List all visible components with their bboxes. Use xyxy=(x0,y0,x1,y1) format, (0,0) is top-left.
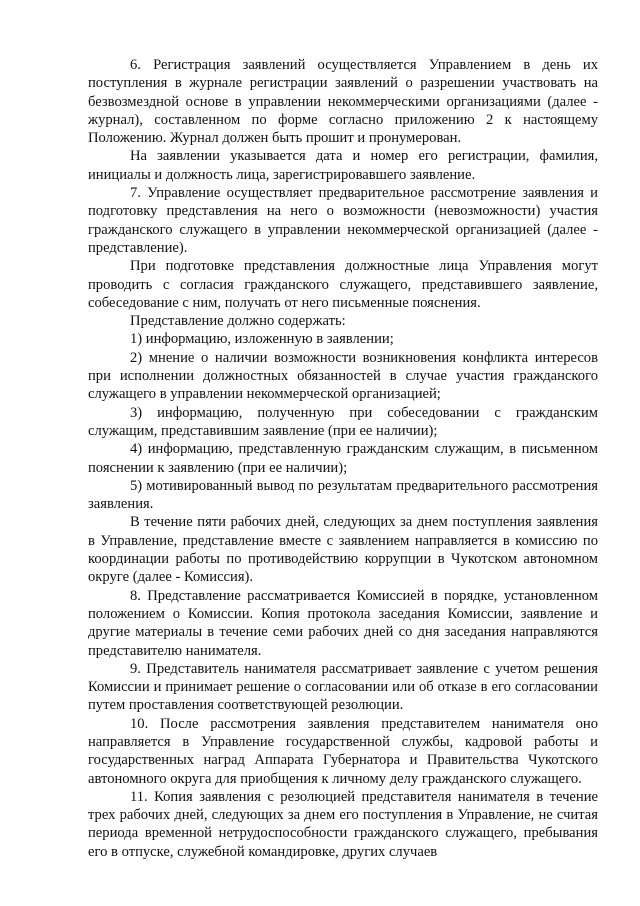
paragraph-submission-contents: Представление должно содержать: xyxy=(130,313,346,330)
document-page xyxy=(88,56,598,861)
paragraph-9-decision: 9. Представитель нанимателя рассматривает заявление с учетом решения Комиссии и принимает решение о согласовании или об отказе в его согласовании путем проставления соответствующей резолюции. xyxy=(88,660,598,714)
paragraph-10-personal-file: 10. После рассмотрения заявления представителем нанимателя оно направляется в Управление государственной службы, кадровой работы и государственных наград Аппарата Губернатора и Правительства Чукотского автономного округа для приобщения к личному делу гражданского служащего. xyxy=(88,715,598,787)
paragraph-registration-details: На заявлении указывается дата и номер его регистрации, фамилия, инициалы и должность лица, зарегистрировавшего заявление. xyxy=(88,148,598,183)
paragraph-interview: При подготовке представления должностные лица Управления могут проводить с согласия гражданского служащего, представившего заявление, собеседование с ним, получать от него письменные пояснения. xyxy=(88,258,598,311)
list-item-2: 2) мнение о наличии возможности возникновения конфликта интересов при исполнении должностных обязанностей в случае участия гражданского служащего в управлении некоммерческой организацией; xyxy=(88,349,598,403)
paragraph-five-days: В течение пяти рабочих дней, следующих за днем поступления заявления в Управление, представление вместе с заявлением направляется в комиссию по координации работы по противодействию коррупции в Чукотском автономном округе (далее - Комиссия). xyxy=(88,514,598,586)
list-item-3: 3) информацию, полученную при собеседовании с гражданским служащим, представившим заявление (при ее наличии); xyxy=(88,404,598,439)
paragraph-8-commission: 8. Представление рассматривается Комиссией в порядке, установленном положением о Комиссии. Копия протокола заседания Комиссии, заявление и другие материалы в течение семи рабочих дней со дня заседания направляются представителю нанимателя. xyxy=(88,587,598,659)
paragraph-11-copy: 11. Копия заявления с резолюцией представителя нанимателя в течение трех рабочих дней, следующих за днем его поступления в Управление, не считая периода временной нетрудоспособности гражданского служащего, пребывания его в отпуске, служебной командировке, других случаев xyxy=(88,788,598,860)
list-item-4: 4) информацию, представленную гражданским служащим, в письменном пояснении к заявлению (при ее наличии); xyxy=(88,441,598,476)
paragraph-7-preliminary-review: 7. Управление осуществляет предварительное рассмотрение заявления и подготовку представления на него о возможности (невозможности) участия гражданского служащего в управлении некоммерческой организацией (далее - представление). xyxy=(88,185,598,256)
list-item-5: 5) мотивированный вывод по результатам предварительного рассмотрения заявления. xyxy=(88,477,598,513)
list-item-1: 1) информацию, изложенную в заявлении; xyxy=(130,331,394,348)
paragraph-6-registration: 6. Регистрация заявлений осуществляется Управлением в день их поступления в журнале регистрации заявлений о разрешении участвовать на безвозмездной основе в управлении некоммерческими организациями (далее - журнал), составленном по форме согласно приложению 2 к настоящему Положению. Журнал должен быть прошит и пронумерован. xyxy=(88,57,598,147)
